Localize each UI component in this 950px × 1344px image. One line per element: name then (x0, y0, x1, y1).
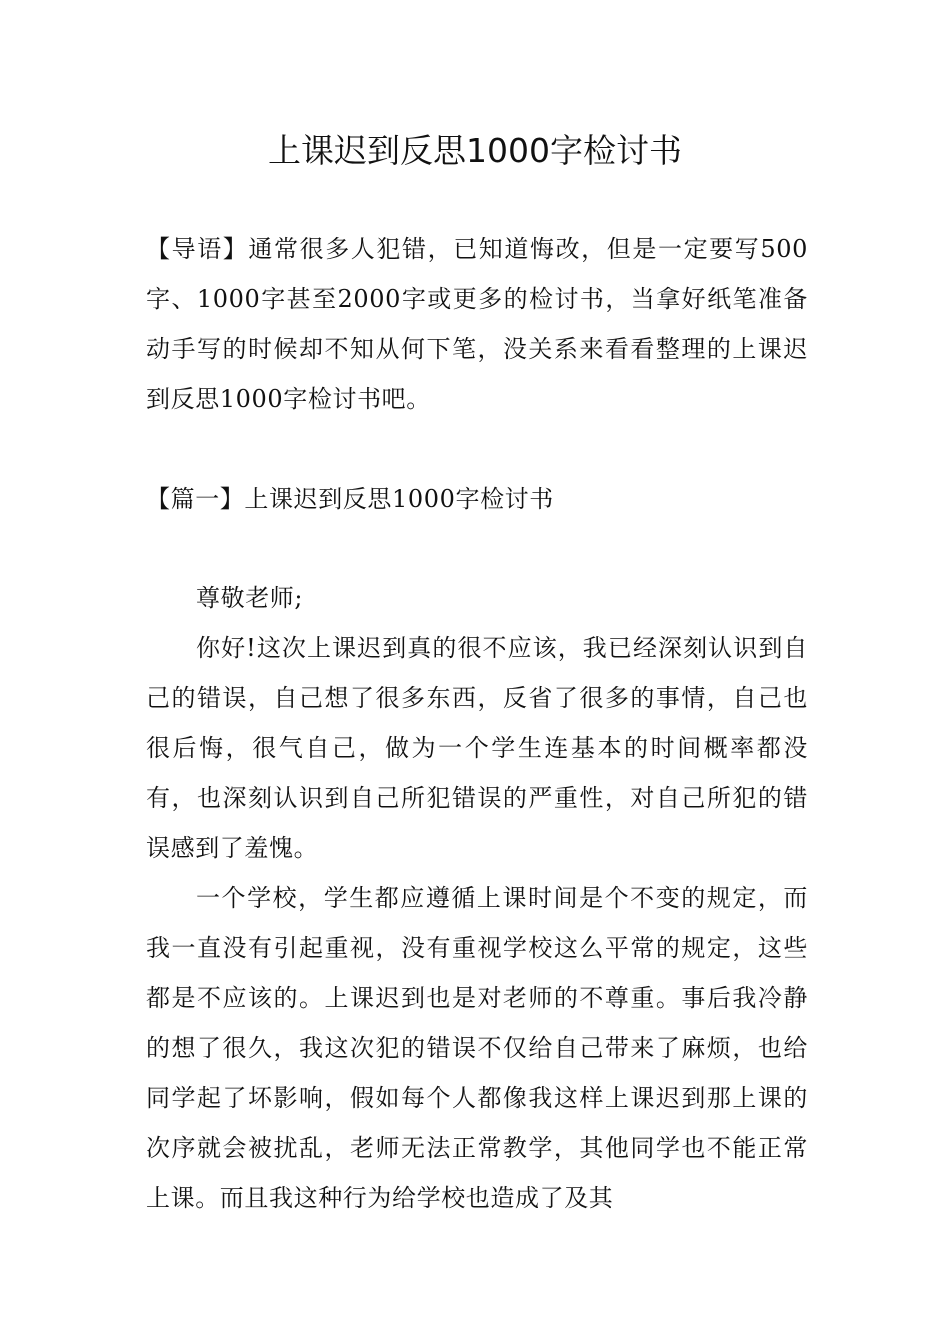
letter-paragraph: 一个学校，学生都应遵循上课时间是个不变的规定，而我一直没有引起重视，没有重视学校这么平常的规定，这些都是不应该的。上课迟到也是对老师的不尊重。事后我冷静的想了很久，我这次犯的错误不仅给自己带来了麻烦，也给同学起了坏影响，假如每个人都像我这样上课迟到那上课的次序就会被扰乱，老师无法正常教学，其他同学也不能正常上课。而且我这种行为给学校也造成了及其 (146, 884, 808, 1212)
section-heading: 【篇一】上课迟到反思1000字检讨书 (146, 485, 554, 513)
letter-paragraph: 你好!这次上课迟到真的很不应该，我已经深刻认识到自己的错误，自己想了很多东西，反省了很多的事情，自己也很后悔，很气自己，做为一个学生连基本的时间概率都没有，也深刻认识到自己所犯错误的严重性，对自己所犯的错误感到了羞愧。 (146, 634, 808, 862)
letter-salutation: 尊敬老师; (196, 584, 304, 612)
intro-paragraph: 【导语】通常很多人犯错，已知道悔改，但是一定要写500字、1000字甚至2000字或更多的检讨书，当拿好纸笔准备动手写的时候却不知从何下笔，没关系来看看整理的上课迟到反思1000字检讨书吧。 (146, 235, 808, 413)
letter-body (146, 573, 808, 1223)
document-title: 上课迟到反思1000字检讨书 (268, 131, 682, 170)
